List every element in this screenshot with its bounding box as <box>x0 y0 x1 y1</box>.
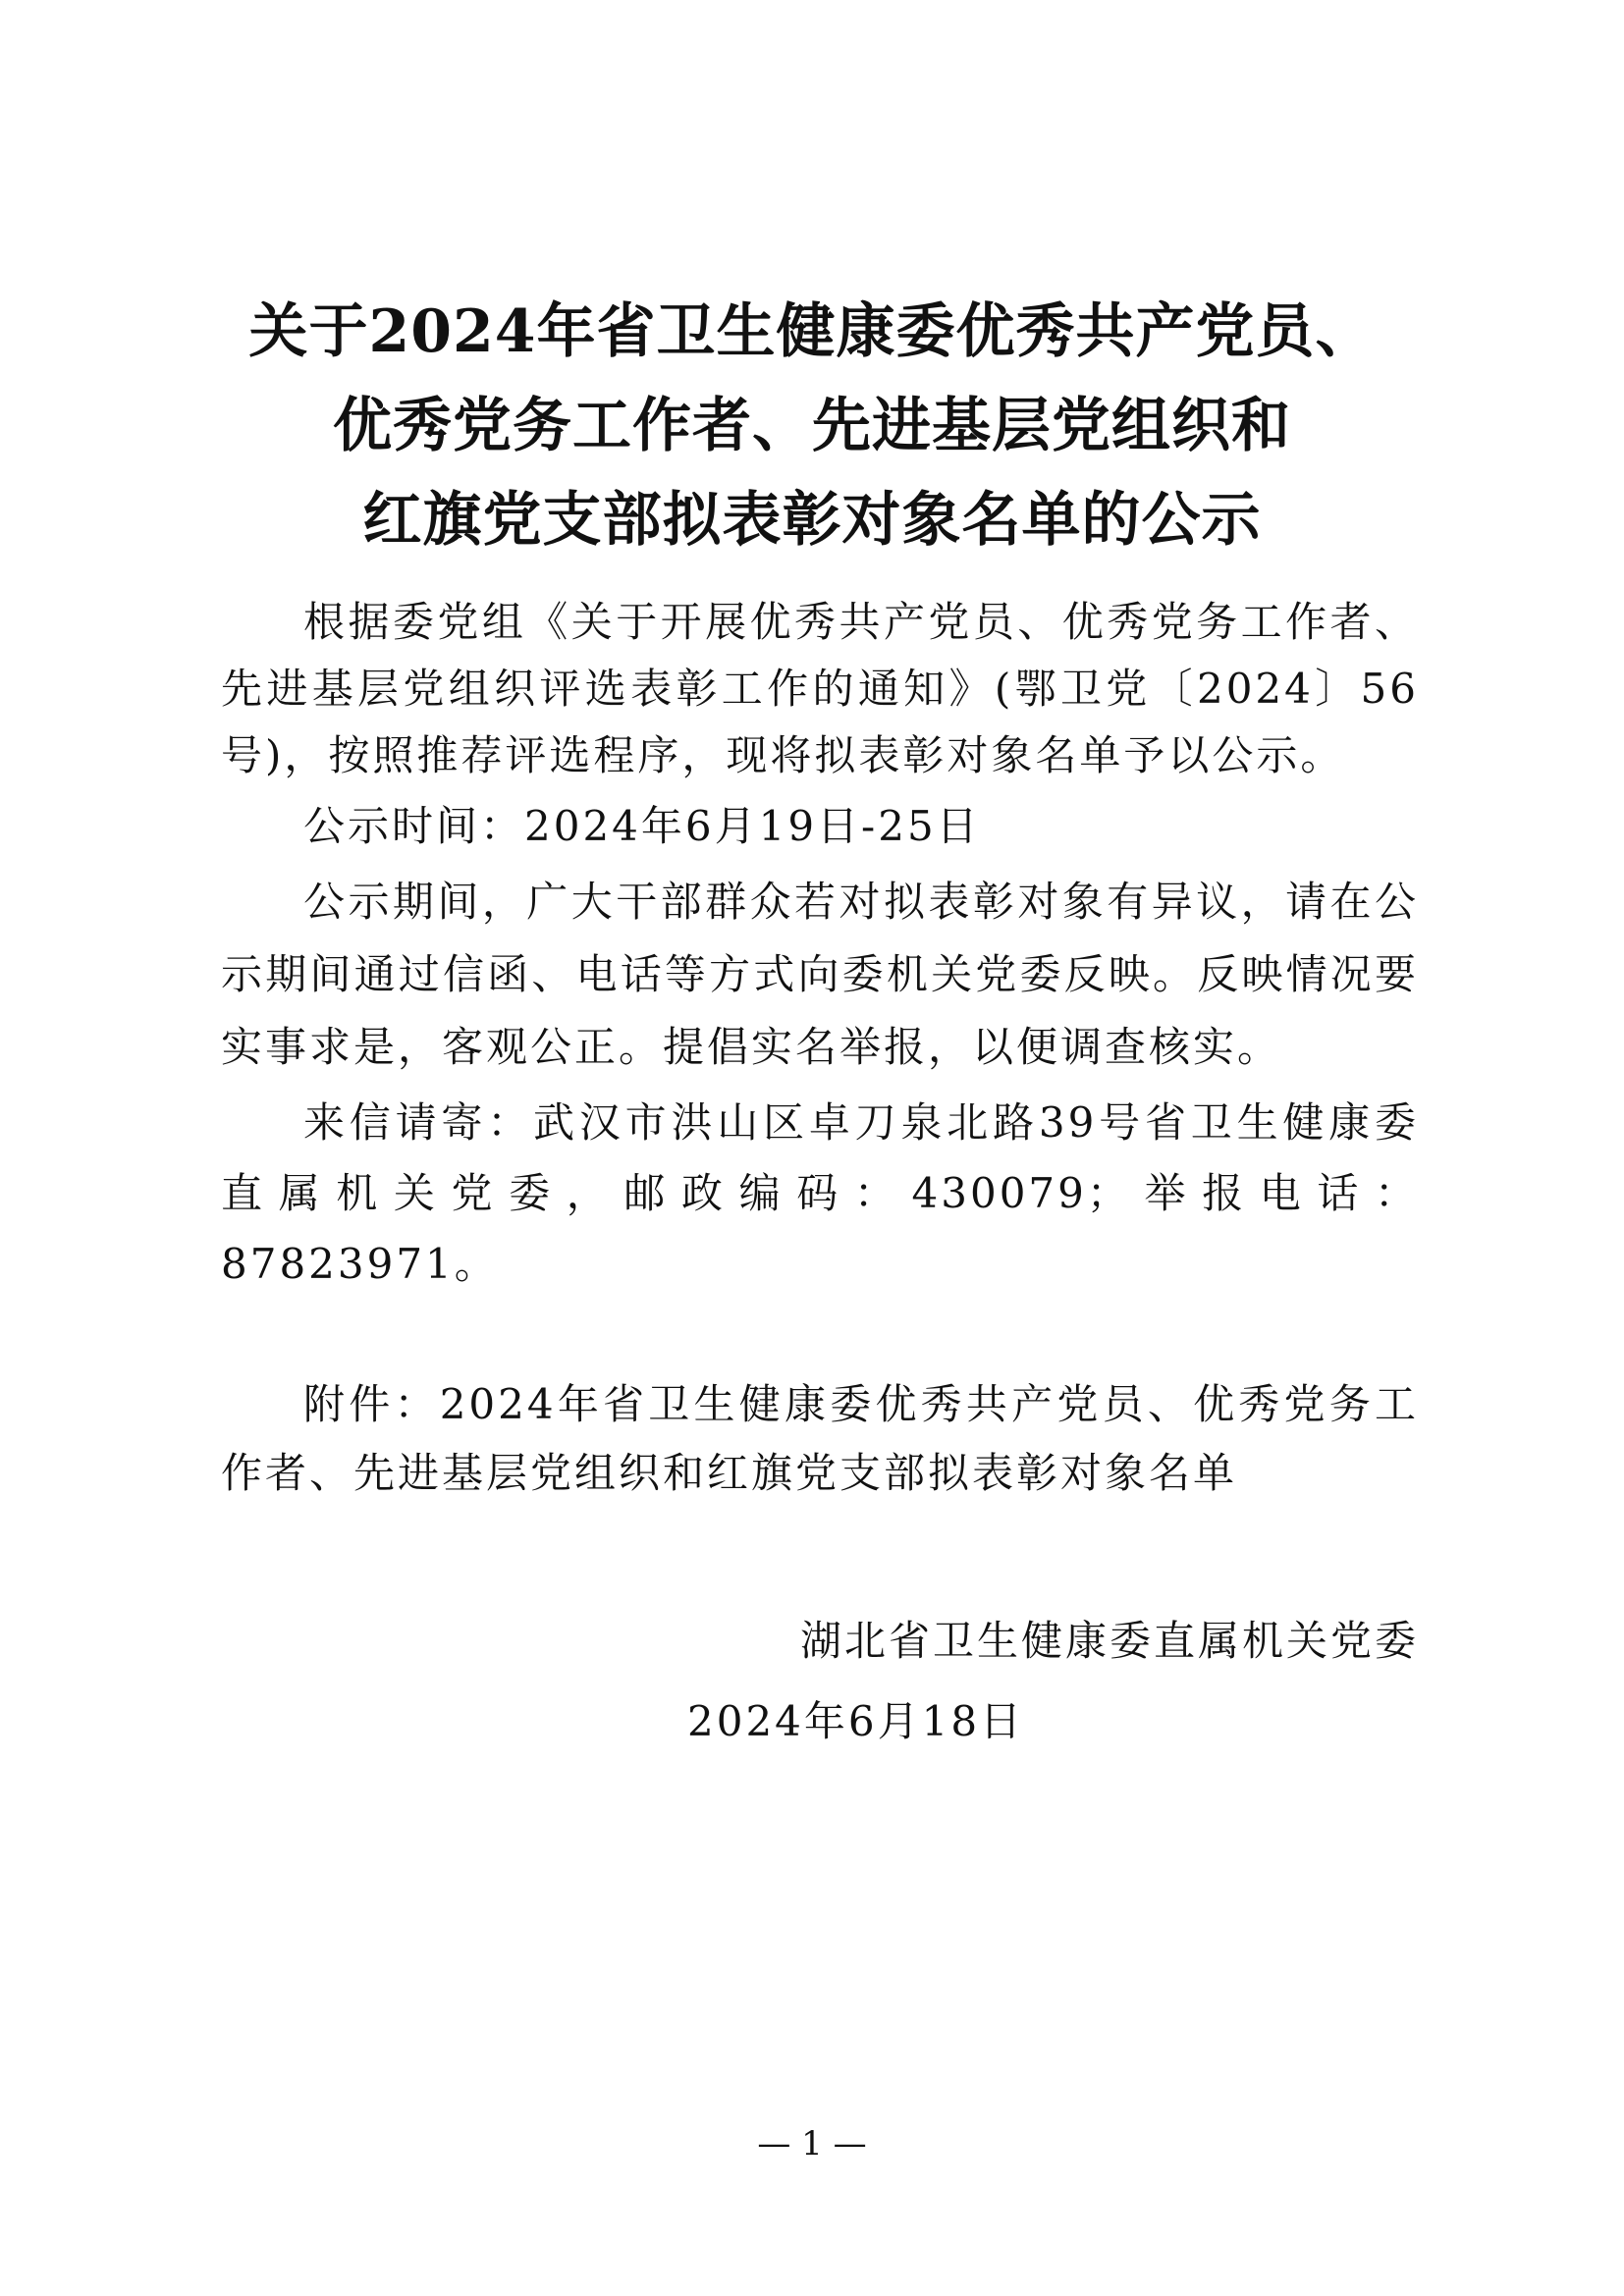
title-line-2: 优秀党务工作者、先进基层党组织和 <box>333 392 1291 460</box>
document-body <box>221 589 1419 1508</box>
document-title <box>196 285 1428 567</box>
paragraph-period: 公示时间：2024年6月19日-25日 <box>303 802 981 850</box>
paragraph-contact: 来信请寄：武汉市洪山区卓刀泉北路39号省卫生健康委直属机关党委，邮政编码：430079；举报电话：87823971。 <box>221 1098 1419 1288</box>
paragraph-basis: 根据委党组《关于开展优秀共产党员、优秀党务工作者、先进基层党组织评选表彰工作的通知》(鄂卫党〔2024〕56号)，按照推荐评选程序，现将拟表彰对象名单予以公示。 <box>221 598 1419 779</box>
signer-organization: 湖北省卫生健康委直属机关党委 <box>799 1617 1419 1665</box>
title-line-3: 红旗党支部拟表彰对象名单的公示 <box>362 486 1262 555</box>
signature-date: 2024年6月18日 <box>687 1697 1025 1745</box>
attachment-note: 附件：2024年省卫生健康委优秀共产党员、优秀党务工作者、先进基层党组织和红旗党支部拟表彰对象名单 <box>221 1380 1419 1497</box>
paragraph-objection: 公示期间，广大干部群众若对拟表彰对象有异议，请在公示期间通过信函、电话等方式向委机关党委反映。反映情况要实事求是，客观公正。提倡实名举报，以便调查核实。 <box>221 878 1419 1071</box>
page-number: — 1 — <box>757 2124 867 2163</box>
title-line-1: 关于2024年省卫生健康委优秀共产党员、 <box>248 297 1376 366</box>
